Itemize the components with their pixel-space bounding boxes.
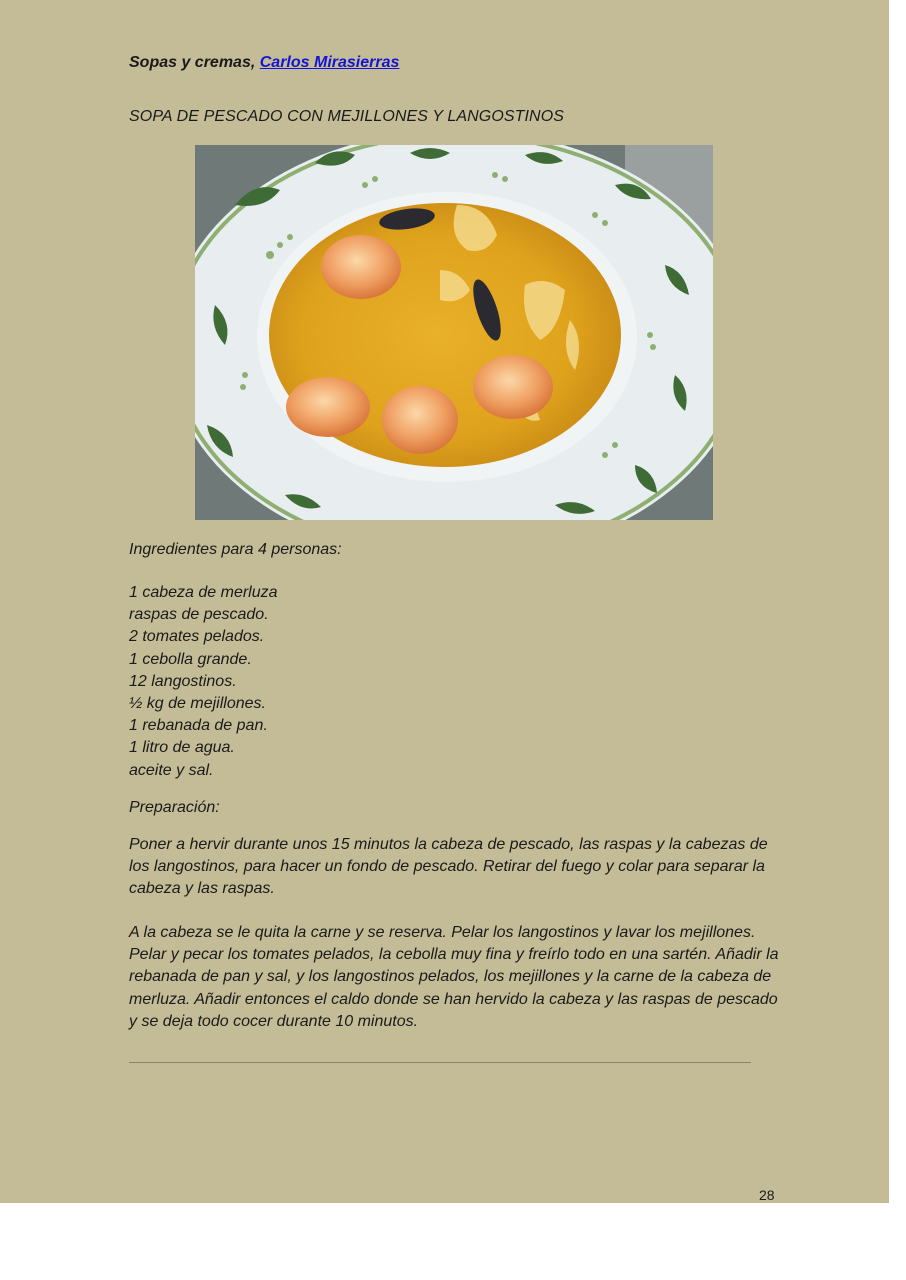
ingredient-item: ½ kg de mejillones. bbox=[129, 695, 266, 713]
divider-line bbox=[129, 1062, 751, 1063]
ingredients-list bbox=[129, 582, 278, 782]
soup-bowl-photo bbox=[195, 145, 713, 520]
ingredients-heading: Ingredientes para 4 personas: bbox=[129, 541, 342, 558]
ingredient-item: 2 tomates pelados. bbox=[129, 628, 265, 646]
header-section-title: Sopas y cremas, bbox=[129, 54, 260, 71]
ingredient-item: 1 rebanada de pan. bbox=[129, 717, 268, 735]
preparation-paragraph: Poner a hervir durante unos 15 minutos la cabeza de pescado, las raspas y la cabezas de los langostinos, para hacer un fondo de pescado. Retirar del fuego y colar para separar la cabeza y las raspas. bbox=[129, 836, 768, 898]
ingredient-item: raspas de pescado. bbox=[129, 606, 269, 624]
preparation-paragraph: A la cabeza se le quita la carne y se reserva. Pelar los langostinos y lavar los mejillones. Pelar y pecar los tomates pelados, la cebolla muy fina y freírlo todo en una sartén. Añadir la rebanada de pan y sal, y los langostinos pelados, los mejillones y la carne de la cabeza de merluza. Añadir entonces el caldo donde se han hervido la cabeza y las raspas de pescado y se deja todo cocer durante 10 minutos. bbox=[129, 924, 779, 1030]
ingredient-item: 1 cabeza de merluza bbox=[129, 584, 278, 601]
ingredient-item: 1 litro de agua. bbox=[129, 739, 235, 757]
preparation-heading: Preparación: bbox=[129, 799, 220, 816]
ingredient-item: 1 cebolla grande. bbox=[129, 650, 252, 668]
recipe-title: SOPA DE PESCADO CON MEJILLONES Y LANGOSTINOS bbox=[129, 108, 565, 125]
author-link[interactable]: Carlos Mirasierras bbox=[259, 54, 400, 71]
ingredient-item: 12 langostinos. bbox=[129, 672, 237, 690]
page-number: 28 bbox=[759, 1187, 775, 1203]
page-header bbox=[129, 54, 399, 72]
ingredient-item: aceite y sal. bbox=[129, 761, 214, 779]
